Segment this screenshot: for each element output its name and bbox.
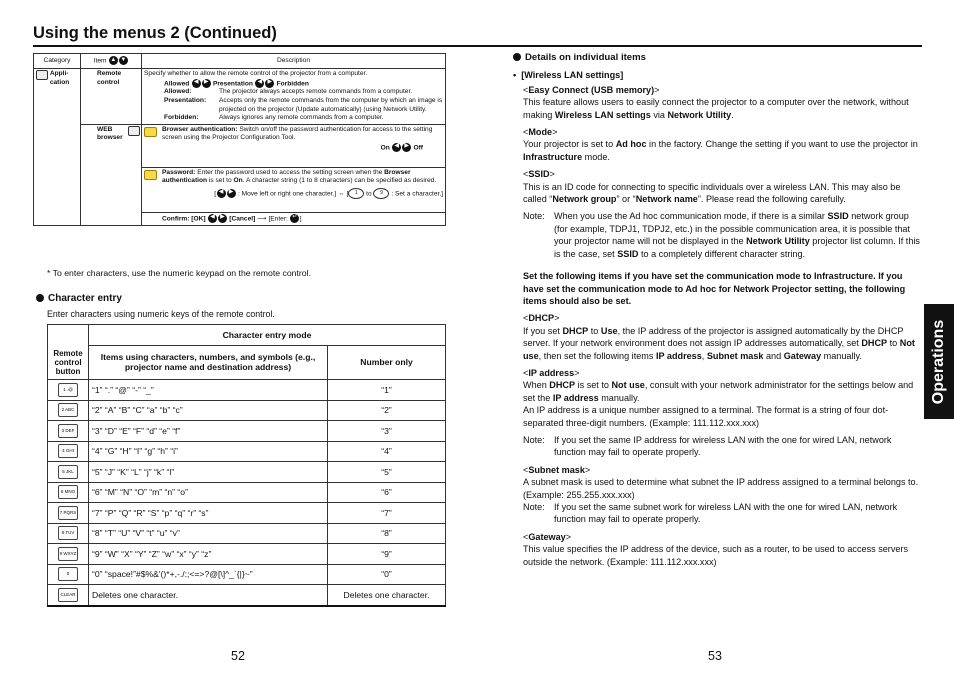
infrastructure-warning: Set the following items if you have set the communication mode to Infrastructure. If you have set the communication mode to Ad hoc for Network Projector setting, the following items should also be set. [523,271,906,306]
char-cell: “3” “D” “E” “F” “d” “e” “f” [89,421,328,442]
remote-key-icon: 3 DEF [58,424,78,438]
right-arrow-icon: ▶ [402,143,411,152]
table-row [48,585,446,606]
title-rule [33,45,922,47]
key-9-icon: 9 [373,188,389,199]
remote-control-options: Allowed ◀ ▶ Presentation ◀ ▶ Forbidden [164,79,309,87]
char-cell: “8” “T” “U” “V” “t” “u” “v” [89,523,328,544]
remote-key-icon: 7 PQRS [58,506,78,520]
swap-arrow-icon: ⇔ [338,190,345,197]
number-cell: “3” [328,421,446,442]
up-arrow-icon: ▲ [109,56,118,65]
mode-header: Character entry mode [89,325,446,346]
right-arrow-long-icon: ⟶ [257,214,267,222]
left-arrow-icon: ◀ [392,143,401,152]
web-browser-description: Browser authentication: Switch on/off the password authentication for access to the setting screen using the Projector Configuration Tool. On ◀ ▶ Off Password: Enter the password used to access the setting screen when the Browser authentication is set to On. A character string (1 to 8 characters) can be specified as desired. [ ◀ ▶ : Move left or right one character.] ⇔ [ 1 to 9 : Set a character.] Confirm: [OK] ◀ ▶ [Cancel] ⟶ [Enter: ↵ ] [142,124,446,225]
left-arrow-icon: ◀ [192,79,201,88]
number-cell: “9” [328,544,446,565]
char-cell: “0” “space!”#$%&'()*+,-./:;<=>?@[\]^_`{|}~” [89,564,328,585]
number-cell: “4” [328,441,446,462]
mode-label: <Mode> [523,127,558,138]
char-cell: “7” “P” “Q” “R” “S” “p” “q” “r” “s” [89,503,328,524]
page-number-left: 52 [231,649,245,663]
char-cell: “6” “M” “N” “O” “m” “n” “o” [89,482,328,503]
table-row [48,482,446,503]
remote-control-item: Remote control [81,69,142,125]
table-row [48,564,446,585]
table-row [48,503,446,524]
operations-side-tab: Operations [924,304,954,419]
col-item: Item ▲ ▼ [81,54,142,69]
subnet-mask-label: <Subnet mask> [523,464,591,475]
remote-key-icon: 4 GHI [58,444,78,458]
char-cell: “9” “W” “X” “Y” “Z” “w” “x” “y” “z” [89,544,328,565]
web-browser-item: WEB browser [81,124,142,225]
table-row [48,441,446,462]
ssid-label: <SSID> [523,169,555,180]
number-cell: “7” [328,503,446,524]
easy-connect-label: <Easy Connect (USB memory)> [523,84,660,95]
col-description: Description [142,54,446,69]
details-heading: Details on individual items [513,52,923,64]
char-cell: “4” “G” “H” “I” “g” “h” “i” [89,441,328,462]
application-settings-table [33,53,446,226]
number-cell: “6” [328,482,446,503]
number-cell: “1” [328,380,446,401]
remote-key-icon: 5 JKL [58,465,78,479]
down-arrow-icon: ▼ [119,56,128,65]
number-cell: “0” [328,564,446,585]
details-section: Details on individual items • [Wireless LAN settings] <Easy Connect (USB memory)> This feature allows users to easily connect the projector to a computer over the network, without making Wireless LAN settings via Network Utility. <Mode> Your projector is set to Ad hoc in the factory. Change the setting if you want to use the projector in Infrastructure mode. <SSID> This is an ID code for connecting to specific individuals over a wireless LAN. This may also be called “Network group” or “Network name”. Please read the following carefully. Note: When you use the Ad hoc communication mode, if there is a similar SSID network group (for example, TDPJ1, TDPJ2, etc.) in the possible communication area, it is possible that your projector name will not be displayed in the Network Utility projector list column. If this is the case, set SSID to a completely different character string. Set the following items if you have set the communication mode to Infrastructure. If you have set the communication mode to Ad hoc for Network Projector setting, the following items should also be set. <DHCP> If you set DHCP to Use, the IP address of the projector is assigned automatically by the DHCP server. If your network environment does not assign IP addresses automatically, set DHCP to Not use, then set the following items IP address, Subnet mask and Gateway manually. <IP address> When DHCP is set to Not use, consult with your network administrator for the settings below and set the IP address manually. An IP address is a unique number assigned to a terminal. The format is a string of four dot-separated three-digit numbers. (Example: 111.112.xxx.xxx) Note: If you set the same IP address for wireless LAN with the one for wired LAN, network function may fail to operate properly. <Subnet mask> A subnet mask is used to determine what subnet the IP address assigned to a terminal belongs to. (Example: 255.255.xxx.xxx) Note: If you set the same subnet work for wireless LAN with the one for wired LAN, network function may fail to operate properly. <Gateway> This value specifies the IP address of the device, such as a router, to be used to access servers outside the network. (Example: 111.112.xxx.xxx) [513,52,923,568]
ip-address-label: <IP address> [523,367,580,378]
page-number-right: 53 [708,649,722,663]
character-entry-table [47,324,446,607]
key-1-icon: 1 [348,188,364,199]
ssid-note: Note: When you use the Ad hoc communication mode, if there is a similar SSID network group (for example, TDPJ1, TDPJ2, etc.) in the possible communication area, it is possible that your projector name will not be displayed in the Network Utility projector list column. If this is the case, set SSID to a completely different character string. [523,211,920,259]
table-row [48,421,446,442]
col-remote-button: Remote control button [48,345,89,380]
col-characters: Items using characters, numbers, and symbols (e.g., projector name and destination address) [89,345,328,380]
table-row [48,462,446,483]
number-cell: “8” [328,523,446,544]
number-cell: “2” [328,400,446,421]
application-icon [36,70,48,80]
keyboard-icon [144,170,157,180]
enter-icon: ↵ [290,214,299,223]
table-row [48,523,446,544]
remote-control-description: Specify whether to allow the remote control of the projector from a computer. Allowed ◀ ▶ Presentation ◀ ▶ Forbidden Allowed: The projector always accepts remote commands from a computer. Presentation: Accepts only the remote commands from the computer by which an image is projected on the projector (Update automatically) (using Network Utility. Forbidden: Always ignores any remote commands from a computer. [142,69,446,125]
col-category: Category [34,54,81,69]
character-entry-description: Enter characters using numeric keys of the remote control. [47,309,275,319]
right-arrow-icon: ▶ [202,79,211,88]
left-arrow-icon: ◀ [208,214,217,223]
remote-key-icon: 8 TUV [58,526,78,540]
wireless-lan-title: • [Wireless LAN settings] [513,70,624,81]
right-arrow-icon: ▶ [218,214,227,223]
table-row [48,544,446,565]
remote-key-icon: 1 .@ [58,383,78,397]
note-icon [144,127,157,137]
table-row [48,400,446,421]
ip-note: Note: If you set the same IP address for wireless LAN with the one for wired LAN, network function may fail to operate properly. [523,434,892,458]
left-arrow-icon: ◀ [255,79,264,88]
category-cell: Appli- cation [34,69,81,226]
number-cell: Deletes one character. [328,585,446,606]
right-arrow-icon: ▶ [265,79,274,88]
left-arrow-icon: ◀ [217,189,226,198]
page-title: Using the menus 2 (Continued) [33,24,277,42]
remote-key-icon: CLEAR [58,588,78,602]
subnet-note: Note: If you set the same subnet work for wireless LAN with the one for wired LAN, network function may fail to operate properly. [523,502,898,525]
number-cell: “5” [328,462,446,483]
remote-key-icon: 2 ABC [58,403,78,417]
right-arrow-icon: ▶ [227,189,236,198]
gateway-label: <Gateway> [523,531,572,542]
char-cell: Deletes one character. [89,585,328,606]
character-entry-heading: Character entry [36,293,122,304]
browser-settings-icon [128,126,140,136]
dhcp-label: <DHCP> [523,313,560,324]
char-cell: “2” “A” “B” “C” “a” “b” “c” [89,400,328,421]
col-number-only: Number only [328,345,446,380]
footnote: * To enter characters, use the numeric keypad on the remote control. [47,268,311,278]
char-cell: “5” “J” “K” “L” “j” “k” “l” [89,462,328,483]
remote-key-icon: 0 [58,567,78,581]
remote-key-icon: 6 MNO [58,485,78,499]
char-cell: “1” “.” “@” “-” “_” [89,380,328,401]
remote-key-icon: 9 WXYZ [58,547,78,561]
table-row [48,380,446,401]
